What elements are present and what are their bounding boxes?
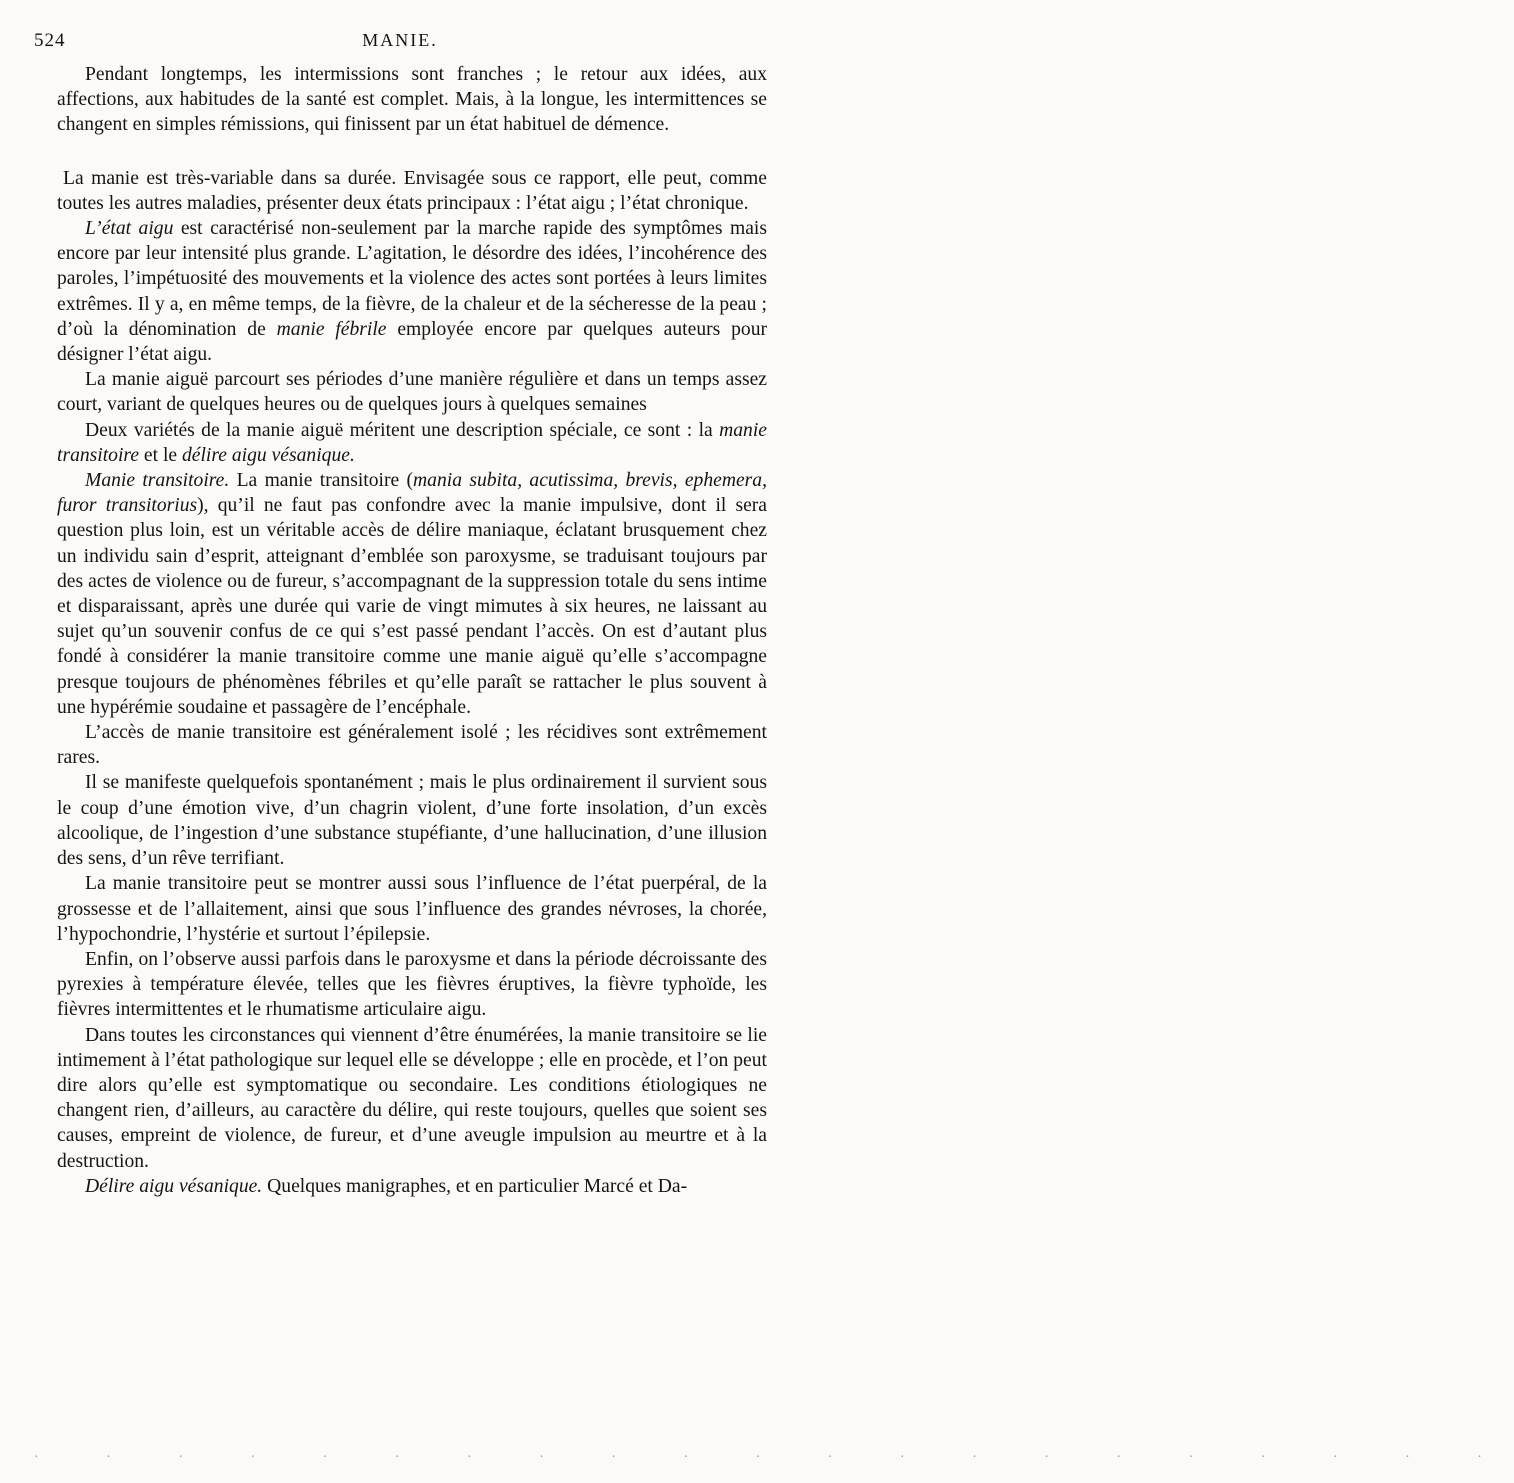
paragraph-text: La manie transitoire peut se montrer aussi sous l’influence de l’état puerpéral, de la grossesse et de l’allaitement, ainsi que sous l’influence des grandes névroses, la chorée, l’hypochondrie, l’hystérie et surtout l’épilepsie.	[57, 873, 767, 945]
paragraph-text: employée encore par quelques auteurs pour désigner l’état aigu.	[57, 318, 768, 366]
page-header	[34, 30, 766, 58]
paragraph	[57, 1174, 767, 1199]
paragraph-text: Pendant longtemps, les intermissions sont franches ; le retour aux idées, aux affections, aux habitudes de la santé est complet. Mais, à la longue, les intermittences se changent en simples rémissions, qui finissent par un état habituel de démence.	[57, 64, 767, 136]
italic-text: délire aigu vésanique.	[182, 444, 355, 466]
paragraph	[57, 166, 767, 216]
paragraph	[57, 720, 767, 770]
paragraph-text: Deux variétés de la manie aiguë méritent une description spéciale, ce sont : la	[85, 419, 720, 441]
paragraph	[57, 62, 767, 138]
italic-text: Délire aigu vésanique.	[85, 1175, 263, 1197]
paragraph-text: Dans toutes les circonstances qui viennent d’être énumérées, la manie transitoire se lie intimement à l’état pathologique sur lequel elle se développe ; elle en procède, et l’on peut dire alors qu’elle est symptomatique ou secondaire. Les conditions étiologiques ne changent rien, d’ailleurs, au caractère du délire, qui reste toujours, quelles que soient ses causes, empreint de violence, de fureur, et d’une aveugle impulsion au meurtre et à la destruction.	[57, 1024, 767, 1172]
paragraph	[57, 418, 767, 468]
paragraph	[57, 947, 767, 1023]
paragraph-text: Il se manifeste quelquefois spontanément ; mais le plus ordinairement il survient sous le coup d’une émotion vive, d’un chagrin violent, d’une forte insolation, d’un excès alcoolique, de l’ingestion d’une substance stupéfiante, d’une hallucination, d’une illusion des sens, d’un rêve terrifiant.	[57, 772, 767, 870]
page-number: 524	[34, 30, 66, 51]
paragraph	[57, 1023, 767, 1174]
body-text	[57, 62, 767, 1199]
italic-text: manie transitoire	[57, 419, 767, 466]
paragraph-text: Enfin, on l’observe aussi parfois dans le paroxysme et dans la période décroissante des pyrexies à température élevée, telles que les fièvres éruptives, la fièvre typhoïde, les fièvres intermittentes et le rhumatisme articulaire aigu.	[57, 948, 767, 1021]
paragraph	[57, 871, 767, 947]
page-bottom-specks: · · · · · · · · · · · · · · · · · · · · ·	[34, 1450, 1514, 1465]
running-title: MANIE.	[362, 30, 438, 50]
italic-text: manie fébrile	[276, 318, 387, 340]
italic-text: état aigu	[101, 218, 174, 240]
paragraph	[57, 367, 767, 417]
paragraph	[57, 216, 767, 367]
paragraph-text: Quelques manigraphes, et en particulier Marcé et Da-	[262, 1175, 688, 1197]
paragraph-text: La manie est très-variable dans sa durée. Envisagée sous ce rapport, elle peut, comme toutes les autres maladies, présenter deux états principaux : l’état aigu ; l’état chronique.	[57, 167, 767, 214]
italic-text: mania subita, acutissima, brevis, ephemera, furor transitorius	[57, 470, 767, 517]
paragraph-text: L’accès de manie transitoire est généralement isolé ; les récidives sont extrêmement rares.	[57, 722, 767, 769]
paragraph-text: et le	[139, 444, 182, 466]
paragraph-text: La manie aiguë parcourt ses périodes d’une manière régulière et dans un temps assez court, variant de quelques heures ou de quelques jours à quelques semaines	[57, 369, 767, 416]
italic-text: L’	[85, 218, 102, 240]
paragraph-text: est caractérisé non-seulement par la marche rapide des symptômes mais encore par leur intensité plus grande. L’agitation, le désordre des idées, l’incohérence des paroles, l’impétuosité des mouvements et la violence des actes sont portées à leurs limites extrêmes. Il y a, en même temps, de la fièvre, de la chaleur et de la sécheresse de la peau ; d’où la dénomination de	[57, 218, 768, 340]
paragraph	[57, 770, 767, 871]
italic-text: Manie transitoire.	[85, 470, 230, 492]
paragraph	[57, 468, 767, 720]
paragraph-text: La manie transitoire (	[229, 470, 414, 492]
paragraph-text: ), qu’il ne faut pas confondre avec la manie impulsive, dont il sera question plus loin, est un véritable accès de délire maniaque, éclatant brusquement chez un individu sain d’esprit, atteignant d’emblée son paroxysme, se traduisant toujours par des actes de violence ou de fureur, s’accompagnant de la suppression totale du sens intime et disparaissant, après une durée qui varie de vingt mimutes à six heures, ne laissant au sujet qu’un souvenir confus de ce qui s’est passé pendant l’accès. On est d’autant plus fondé à considérer la manie transitoire comme une manie aiguë qu’elle s’accompagne presque toujours de phénomènes fébriles et qu’elle paraît se rattacher le plus souvent à une hypérémie soudaine et passagère de l’encéphale.	[57, 495, 768, 718]
